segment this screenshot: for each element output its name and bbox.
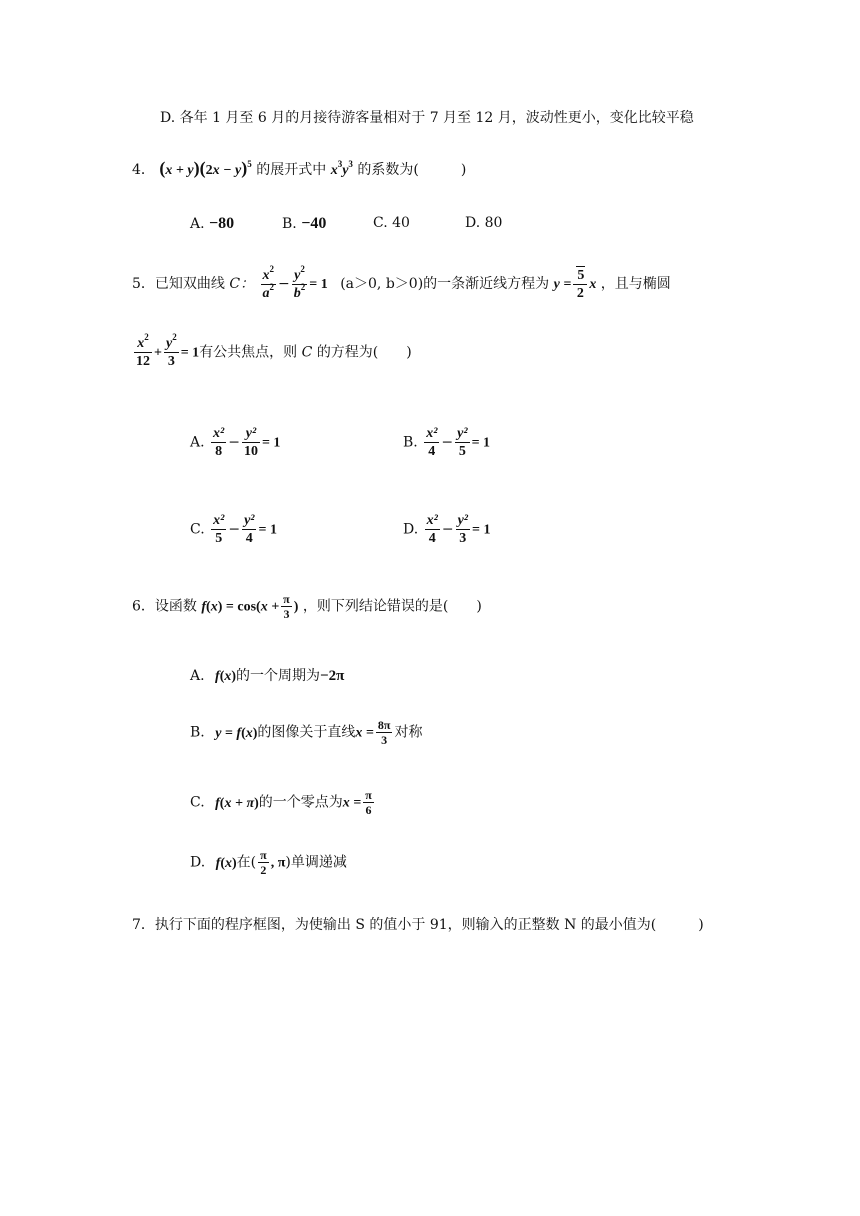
q6-option-d: D. f(x)在( $\frac{\pi}{2}$ , π)单调递减: [190, 848, 347, 877]
q5-ellipse-term2: $\frac{y^2}{3}$: [165, 332, 177, 369]
q5-option-b-label: B.: [403, 434, 418, 451]
q5-option-c-num1: x²: [213, 513, 225, 528]
q5-option-d-label: D.: [403, 521, 419, 538]
q5-option-c-label: C.: [190, 521, 205, 538]
q5-hyperbola-term1: $\frac{x^2}{a^2}$: [262, 263, 275, 301]
q4-expression: $(x + y)(2x - y)^5$: [159, 158, 252, 178]
q6-option-b-text: 的图像关于直线: [257, 724, 356, 741]
q6-option-a: A. f(x)的一个周期为−2π: [190, 668, 345, 684]
q5-condition: (a＞0, b＞0): [340, 276, 424, 292]
q6-option-b-label: B.: [190, 724, 205, 741]
q5-c-label: C：: [229, 276, 255, 292]
q6-option-d-text: 在(: [236, 854, 257, 871]
q6-stem: 6．设函数 f(x) = cos(x + $\frac{\pi}{3}$ ) ，则下列结论错误的是( ): [132, 592, 482, 621]
q5-option-b: B. $\frac{\text{x²}}{4}$ − $\frac{\text{y²}}{5}$ = 1: [403, 426, 491, 459]
q5-number: 5．: [132, 276, 155, 292]
q4-option-c-text: C. 40: [373, 215, 410, 231]
q5-option-d-num2: y²: [457, 513, 468, 528]
q5-tail2: 有公共焦点，则: [199, 344, 298, 361]
q4-option-d: [465, 215, 502, 231]
q4-option-a-value: −80: [209, 215, 235, 232]
q5-option-d: D. $\frac{\text{x²}}{4}$ − $\frac{\text{y²}}{3}$ = 1: [403, 513, 491, 546]
q4-stem: [132, 158, 466, 179]
q5-option-d-num1: x²: [426, 513, 438, 528]
q5-option-c-num2: y²: [244, 513, 255, 528]
q4-number: 4．: [132, 162, 155, 178]
q4-tail: 的展开式中: [256, 162, 327, 178]
q5-option-a-den1: 8: [211, 442, 226, 460]
q5-option-a-num1: x²: [213, 426, 225, 441]
q5-option-c: C. $\frac{\text{x²}}{5}$ − $\frac{\text{y²}}{4}$ = 1: [190, 513, 277, 546]
q5-option-a: A. $\frac{\text{x²}}{8}$ − $\frac{\text{y²}}{10}$ = 1: [190, 426, 281, 459]
q5-mid: 的一条渐近线方程为: [423, 276, 550, 292]
q6-option-d-label: D.: [190, 854, 206, 871]
q6-function: f(x) = cos(x +: [201, 599, 280, 615]
q5-option-c-den2: 4: [242, 529, 256, 547]
q5-stem-line2: $\frac{x^2}{12}$ + $\frac{y^2}{3}$ = 1有公共焦点，则 C 的方程为( ): [136, 332, 412, 369]
q5-option-a-label: A.: [190, 434, 205, 451]
q5-option-b-num1: x²: [426, 426, 438, 441]
q6-option-b-tail: 对称: [394, 724, 423, 741]
q6-intro: 设函数: [154, 598, 197, 615]
q4-option-b-value: −40: [301, 215, 327, 232]
q5-tail: ，且与椭圆: [600, 276, 671, 292]
q4-option-a: [190, 215, 234, 233]
q6-option-c: C. f(x + π)的一个零点为x = $\frac{\pi}{6}$: [190, 788, 372, 817]
q5-option-d-den2: 3: [456, 529, 470, 547]
q7-stem: [132, 914, 704, 934]
q5-asymptote: y =: [553, 277, 572, 292]
q5-intro: 已知双曲线: [154, 276, 225, 292]
q5-option-b-num2: y²: [457, 426, 468, 441]
q5-ellipse-term1: $\frac{x^2}{12}$: [136, 332, 150, 369]
q6-number: 6．: [132, 598, 155, 615]
q5-option-b-den1: 4: [424, 442, 439, 460]
q6-option-c-label: C.: [190, 794, 205, 811]
q4-option-d-text: D. 80: [465, 215, 503, 231]
q3-option-d: [160, 107, 694, 127]
q4-option-b-label: B.: [282, 216, 297, 232]
q4-option-c: [373, 215, 410, 231]
q6-tail: ，则下列结论错误的是( ): [302, 598, 482, 615]
q6-option-b: B. y = f(x)的图像关于直线x = $\frac{8\pi}{3}$ 对称: [190, 718, 423, 747]
q5-option-c-den1: 5: [211, 529, 226, 547]
q5-tail3: 的方程为( ): [316, 344, 412, 361]
q5-c-ref: C: [301, 344, 313, 361]
q5-option-b-den2: 5: [455, 442, 469, 460]
q5-option-a-den2: 10: [243, 444, 258, 459]
q4-option-b: [282, 215, 326, 233]
q4-tail2: 的系数为( ): [357, 162, 467, 178]
q5-option-a-num2: y²: [245, 426, 257, 441]
q6-option-a-text: 的一个周期为: [236, 668, 321, 684]
q4-option-a-label: A.: [190, 216, 205, 232]
q5-stem-line1: 5．已知双曲线 C： $\frac{x^2}{a^2}$ − $\frac{y^2}{b^2}$ = 1 (a＞0, b＞0)的一条渐近线方程为 y = $\frac{5}{2}$ x ，且与椭圆: [132, 263, 671, 301]
q5-hyperbola-term2: $\frac{y^2}{b^2}$: [293, 263, 306, 301]
q7-text: 7．执行下面的程序框图，为使输出 S 的值小于 91，则输入的正整数 N 的最小值为( ): [132, 917, 704, 933]
q5-option-d-den1: 4: [425, 529, 440, 547]
q4-term: $x^3y^3$: [330, 159, 353, 178]
q3-option-d-text: D. 各年 1 月至 6 月的月接待游客量相对于 7 月至 12 月，波动性更小，变化比较平稳: [160, 110, 694, 126]
q6-option-a-label: A.: [190, 668, 205, 684]
q6-option-c-text: 的一个零点为: [258, 794, 343, 811]
q5-asymptote-coef: $\frac{5}{2}$: [573, 266, 587, 302]
q6-option-d-tail: )单调递减: [285, 854, 347, 871]
